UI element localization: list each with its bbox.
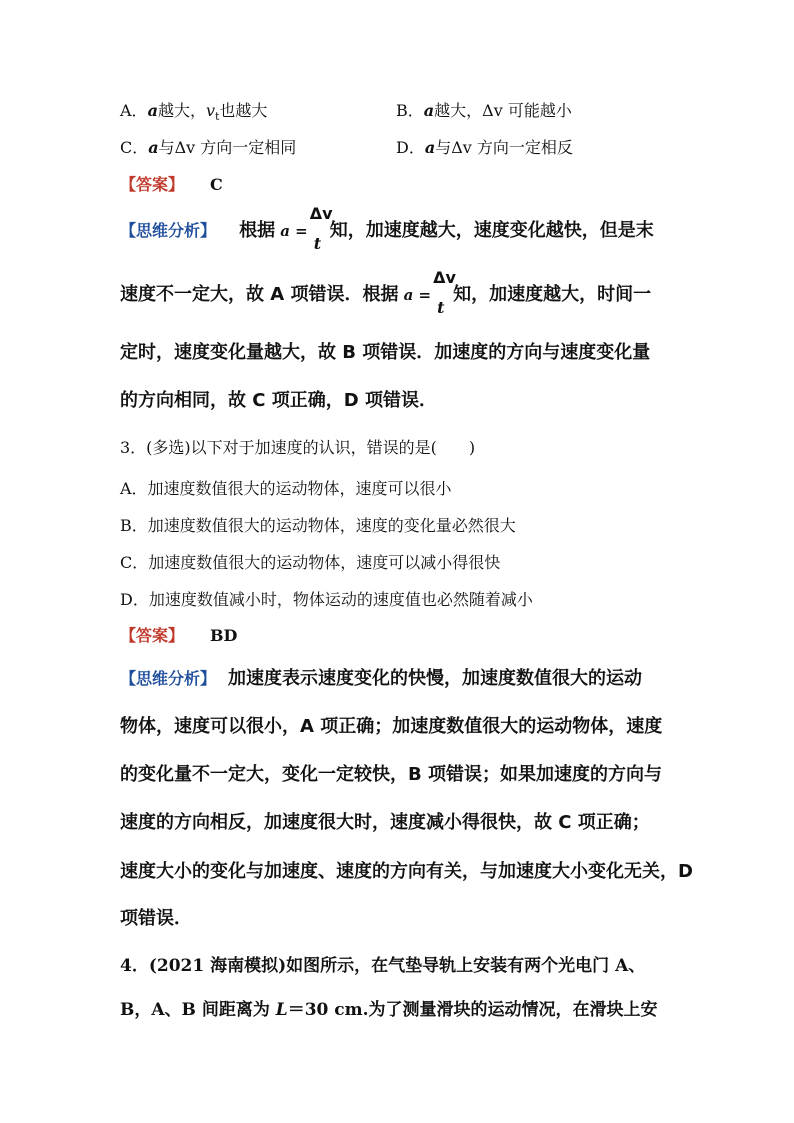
- answer-tag: 【答案】: [120, 175, 185, 194]
- q3-option-a: A．加速度数值很大的运动物体，速度可以很小: [120, 479, 452, 498]
- option-text: 越大，: [157, 101, 206, 120]
- formula-fraction: [308, 204, 333, 253]
- q4-text: B，A、B 间距离为: [120, 1000, 276, 1020]
- var-L: L: [275, 1000, 288, 1020]
- analysis-text: 加速度表示速度变化的快慢，加速度数值很大的运动: [228, 668, 643, 689]
- q3-analysis-line-1: [120, 664, 642, 690]
- option-letter: A．: [120, 101, 148, 120]
- q2-answer: [120, 172, 223, 195]
- formula-numerator: Δv: [433, 268, 456, 287]
- q2-option-b: [396, 98, 572, 121]
- answer-tag: 【答案】: [120, 626, 185, 645]
- option-text: 与Δv 方向一定相反: [435, 138, 573, 157]
- analysis-text: 知，加速度越大，时间一: [453, 284, 652, 305]
- option-letter: B．: [396, 101, 424, 120]
- answer-value: BD: [210, 626, 238, 645]
- subscript-t: t: [215, 110, 220, 124]
- formula-denominator: t: [313, 234, 322, 253]
- answer-value: C: [210, 175, 223, 194]
- option-text: 与Δv 方向一定相同: [158, 138, 297, 157]
- var-a: a: [148, 138, 159, 157]
- var-v: v: [205, 101, 215, 120]
- q4-line-1: 4．(2021 海南模拟)如图所示，在气垫导轨上安装有两个光电门 A、: [120, 956, 646, 976]
- q3-analysis-line-5: 速度大小的变化与加速度、速度的方向有关，与加速度大小变化无关，D: [120, 861, 693, 882]
- option-text: 也越大: [219, 101, 268, 120]
- analysis-tag: 【思维分析】: [120, 221, 217, 240]
- option-text: 越大，Δv 可能越小: [434, 101, 572, 120]
- analysis-text: 知，加速度越大，速度变化越快，但是末: [329, 220, 654, 241]
- var-a: a: [424, 138, 436, 157]
- option-letter: D．: [396, 138, 425, 157]
- q2-analysis-line-2: [120, 268, 652, 317]
- option-letter: C．: [120, 138, 149, 157]
- q2-analysis-line-3: 定时，速度变化量越大，故 B 项错误．加速度的方向与速度变化量: [120, 342, 651, 363]
- formula-numerator: Δv: [309, 204, 333, 223]
- var-a: a: [147, 101, 158, 120]
- analysis-text: 速度不一定大，故 A 项错误．根据: [120, 284, 399, 305]
- var-a: a: [423, 101, 435, 120]
- q3-option-d: D．加速度数值减小时，物体运动的速度值也必然随着减小: [120, 590, 533, 609]
- q2-option-a: [120, 98, 267, 123]
- q3-option-c: C．加速度数值很大的运动物体，速度可以减小得很快: [120, 553, 501, 572]
- analysis-text: 根据: [239, 220, 276, 241]
- q3-stem: 3．(多选)以下对于加速度的认识，错误的是( ): [120, 438, 476, 457]
- q3-answer: [120, 623, 237, 646]
- q3-analysis-line-2: 物体，速度可以很小，A 项正确；加速度数值很大的运动物体，速度: [120, 716, 663, 737]
- q3-analysis-line-6: 项错误．: [120, 908, 192, 929]
- q3-analysis-line-3: 的变化量不一定大，变化一定较快，B 项错误；如果加速度的方向与: [120, 764, 662, 785]
- analysis-tag: 【思维分析】: [120, 669, 217, 688]
- q2-analysis-line-1: [120, 204, 654, 253]
- q2-option-c: [120, 135, 296, 158]
- q3-analysis-line-4: 速度的方向相反，加速度很大时，速度减小得很快，故 C 项正确；: [120, 812, 650, 833]
- q4-text: ＝30 cm.为了测量滑块的运动情况，在滑块上安: [287, 1000, 658, 1020]
- formula-lhs: a =: [403, 286, 432, 304]
- q3-option-b: B．加速度数值很大的运动物体，速度的变化量必然很大: [120, 516, 516, 535]
- formula-fraction: [431, 268, 456, 317]
- formula-lhs: a =: [280, 222, 308, 240]
- q2-analysis-line-4: 的方向相同，故 C 项正确，D 项错误．: [120, 390, 437, 411]
- q2-option-d: [396, 135, 573, 158]
- formula-denominator: t: [437, 298, 445, 317]
- q4-line-2: [120, 995, 658, 1020]
